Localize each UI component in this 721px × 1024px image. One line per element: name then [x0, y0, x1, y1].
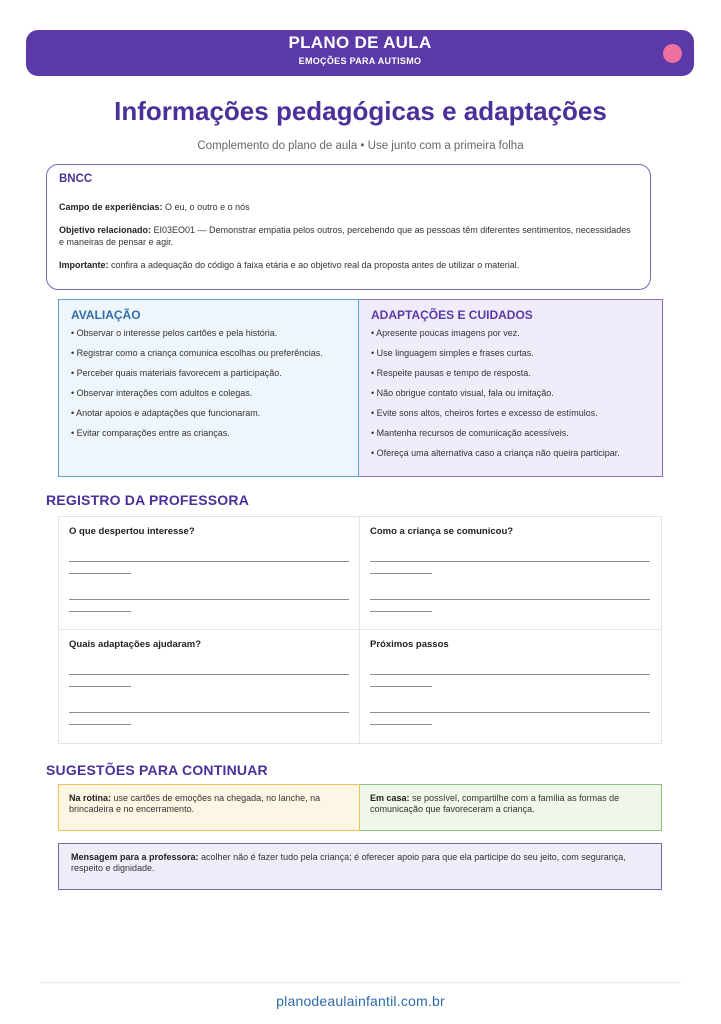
rotina-label: Na rotina: [69, 793, 112, 803]
adaptacoes-list [371, 328, 650, 459]
registro-cell [59, 630, 360, 743]
registro-question: O que despertou interesse? [69, 526, 195, 537]
list-item: • Mantenha recursos de comunicação acessíveis. [371, 428, 650, 439]
header-banner [26, 30, 694, 76]
registro-cell [360, 630, 661, 743]
bncc-importante-label: Importante: [59, 260, 109, 270]
list-item: • Respeite pausas e tempo de resposta. [371, 368, 650, 379]
writing-line [69, 712, 349, 713]
casa-label: Em casa: [370, 793, 410, 803]
writing-line [69, 674, 349, 675]
registro-question: Quais adaptações ajudaram? [69, 639, 201, 650]
writing-line [69, 724, 131, 725]
writing-line [69, 561, 349, 562]
writing-line [370, 686, 432, 687]
writing-line [370, 611, 432, 612]
writing-line [370, 674, 650, 675]
list-item: • Ofereça uma alternativa caso a criança não queira participar. [371, 448, 650, 459]
adaptacoes-title: ADAPTAÇÕES E CUIDADOS [371, 308, 533, 322]
writing-line [370, 724, 432, 725]
registro-question: Próximos passos [370, 639, 449, 650]
footer-divider [40, 982, 681, 983]
adaptacoes-panel [359, 299, 663, 477]
writing-line [370, 599, 650, 600]
bncc-box [46, 164, 651, 290]
registro-title: REGISTRO DA PROFESSORA [46, 492, 250, 508]
writing-line [69, 599, 349, 600]
mensagem-label: Mensagem para a professora: [71, 852, 199, 862]
writing-line [370, 561, 650, 562]
registro-question: Como a criança se comunicou? [370, 526, 514, 537]
mensagem-professora [58, 843, 662, 890]
registro-cell [360, 517, 661, 630]
sugestao-casa [360, 784, 662, 831]
list-item: • Registrar como a criança comunica escolhas ou preferências. [71, 348, 346, 359]
list-item: • Observar o interesse pelos cartões e pela história. [71, 328, 346, 339]
bncc-title: BNCC [59, 173, 93, 185]
list-item: • Evitar comparações entre as crianças. [71, 428, 346, 439]
page-title: Informações pedagógicas e adaptações [114, 96, 607, 126]
registro-grid [58, 516, 662, 744]
mensagem-text: acolher não é fazer tudo pela criança; é oferecer apoio para que ela participe do seu jeito, com segurança, respeito e dignidade. [71, 852, 626, 873]
list-item: • Não obrigue contato visual, fala ou imitação. [371, 388, 650, 399]
list-item: • Use linguagem simples e frases curtas. [371, 348, 650, 359]
avaliacao-list [71, 328, 346, 439]
header-title: PLANO DE AULA [288, 33, 432, 52]
bncc-campo [59, 201, 638, 213]
sugestoes-title: SUGESTÕES PARA CONTINUAR [46, 762, 268, 778]
sugestao-rotina [58, 784, 360, 831]
bncc-objetivo [59, 224, 638, 248]
bncc-objetivo-value: EI03EO01 — Demonstrar empatia pelos outros, percebendo que as pessoas têm diferentes sentimentos, necessidades e maneiras de pensar e agir. [59, 225, 631, 247]
bncc-importante-value: confira a adequação do código à faixa etária e ao objetivo real da proposta antes de utilizar o material. [108, 260, 520, 270]
list-item: • Perceber quais materiais favorecem a participação. [71, 368, 346, 379]
bncc-campo-value: O eu, o outro e o nós [162, 202, 250, 212]
rotina-text: use cartões de emoções na chegada, no lanche, na brincadeira e no encerramento. [69, 793, 321, 814]
writing-line [370, 712, 650, 713]
writing-line [69, 573, 131, 574]
list-item: • Observar interações com adultos e colegas. [71, 388, 346, 399]
casa-text: se possível, compartilhe com a família as formas de comunicação que favoreceram a criança. [370, 793, 620, 814]
writing-line [370, 573, 432, 574]
writing-line [69, 611, 131, 612]
header-subtitle: EMOÇÕES PARA AUTISMO [298, 56, 422, 66]
bncc-campo-label: Campo de experiências: [59, 202, 163, 212]
list-item: • Evite sons altos, cheiros fortes e excesso de estímulos. [371, 408, 650, 419]
list-item: • Anotar apoios e adaptações que funcionaram. [71, 408, 346, 419]
bncc-objetivo-label: Objetivo relacionado: [59, 225, 152, 235]
page-subtitle: Complemento do plano de aula • Use junto com a primeira folha [197, 140, 524, 152]
avaliacao-title: AVALIAÇÃO [71, 308, 141, 322]
registro-cell [59, 517, 360, 630]
writing-line [69, 686, 131, 687]
decorative-dot-icon [663, 44, 682, 63]
bncc-importante [59, 259, 638, 271]
footer-url: planodeaulainfantil.com.br [276, 993, 445, 1009]
avaliacao-panel [58, 299, 359, 477]
list-item: • Apresente poucas imagens por vez. [371, 328, 650, 339]
